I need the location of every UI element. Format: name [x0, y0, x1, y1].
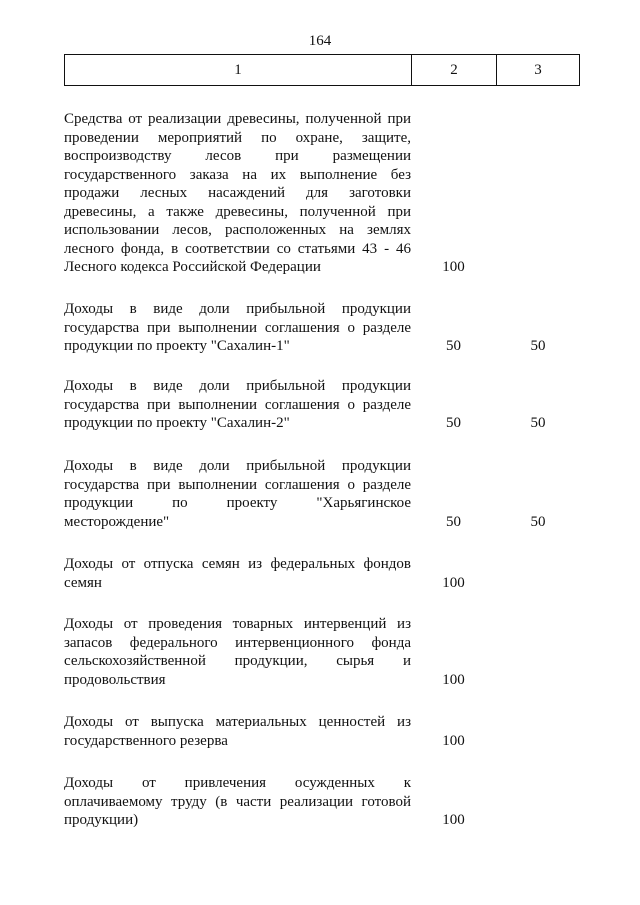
row-value-col2: 50: [446, 415, 461, 431]
row-value-col2: 100: [442, 259, 465, 275]
row-description: Доходы в виде доли прибыльной продукции государства при выполнении соглашения о разделе продукции по проекту "Сахалин-1": [64, 301, 411, 354]
table-row: [64, 555, 580, 592]
row-description: Доходы от привлечения осужденных к оплачиваемому труду (в части реализации готовой продукции): [64, 775, 411, 828]
row-value-col3: 50: [530, 338, 546, 354]
column-header-1: 1: [65, 55, 412, 85]
row-description: Доходы от проведения товарных интервенций из запасов федерального интервенционного фонда сельскохозяйственной продукции, сырья и продовольствия: [64, 616, 411, 688]
table-row: [64, 713, 580, 750]
row-value-col2: 50: [446, 338, 461, 354]
row-value-col2: 50: [446, 513, 461, 530]
row-description: Доходы в виде доли прибыльной продукции государства при выполнении соглашения о разделе продукции по проекту "Сахалин-2": [64, 378, 411, 431]
row-description: Доходы в виде доли прибыльной продукции государства при выполнении соглашения о разделе продукции по проекту "Харьягинское месторождение": [64, 458, 411, 530]
row-value-col2: 100: [442, 574, 465, 591]
table-row: [64, 457, 580, 531]
row-value-col3: 50: [530, 513, 546, 530]
column-header-3: 3: [534, 61, 542, 78]
table-row: [64, 774, 580, 830]
row-value-col2: 100: [442, 671, 465, 688]
row-value-col2: 100: [442, 732, 465, 749]
row-value-col3: 50: [530, 415, 546, 431]
row-value-col2: 100: [442, 812, 465, 828]
column-header-2: 2: [412, 55, 497, 85]
row-description: Доходы от отпуска семян из федеральных фондов семян: [64, 556, 411, 591]
column-header-table: [64, 54, 580, 86]
table-row: [64, 377, 580, 433]
page-number: 164: [308, 33, 332, 49]
row-description: Средства от реализации древесины, полученной при проведении мероприятий по охране, защите, воспроизводству лесов при размещении государственного заказа на их выполнение без продажи лесных насаждений для заготовки древесины, а также древесины, полученной при использовании лесов, расположенных на землях лесного фонда, в соответствии со статьями 43 - 46 Лесного кодекса Российской Федерации: [64, 111, 411, 275]
table-row: [64, 110, 580, 277]
row-description: Доходы от выпуска материальных ценностей из государственного резерва: [64, 714, 411, 749]
table-row: [64, 300, 580, 356]
table-row: [64, 615, 580, 689]
